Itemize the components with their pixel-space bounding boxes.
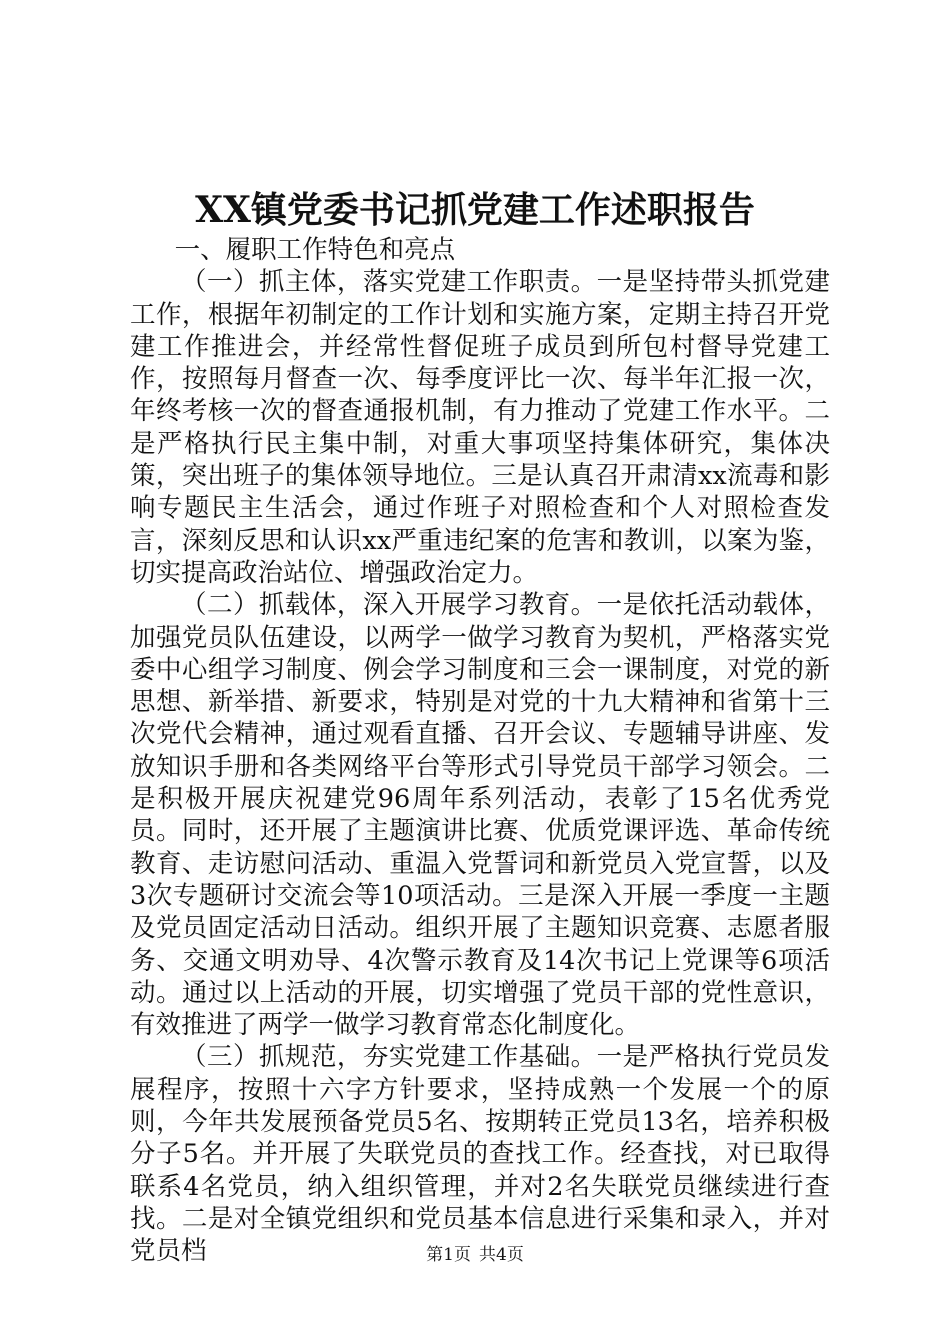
page-number: 第1页	[426, 1245, 471, 1265]
section-heading: 一、履职工作特色和亮点	[174, 235, 456, 265]
paragraph-2: （二）抓载体，深入开展学习教育。一是依托活动载体，加强党员队伍建设，以两学一做学习教育为契机，严格落实党委中心组学习制度、例会学习制度和三会一课制度，对党的新思想、新举措、新要求，特别是对党的十九大精神和省第十三次党代会精神，通过观看直播、召开会议、专题辅导讲座、发放知识手册和各类网络平台等形式引导党员干部学习领会。二是积极开展庆祝建党96周年系列活动，表彰了15名优秀党员。同时，还开展了主题演讲比赛、优质党课评选、革命传统教育、走访慰问活动、重温入党誓词和新党员入党宣誓，以及3次专题研讨交流会等10项活动。三是深入开展一季度一主题及党员固定活动日活动。组织开展了主题知识竞赛、志愿者服务、交通文明劝导、4次警示教育及14次书记上党课等6项活动。通过以上活动的开展，切实增强了党员干部的党性意识，有效推进了两学一做学习教育常态化制度化。	[130, 590, 830, 1041]
page-footer	[0, 1244, 950, 1266]
paragraph-1: （一）抓主体，落实党建工作职责。一是坚持带头抓党建工作，根据年初制定的工作计划和实施方案，定期主持召开党建工作推进会，并经常性督促班子成员到所包村督导党建工作，按照每月督查一次、每季度评比一次、每半年汇报一次，年终考核一次的督查通报机制，有力推动了党建工作水平。二是严格执行民主集中制，对重大事项坚持集体研究，集体决策，突出班子的集体领导地位。三是认真召开肃清xx流毒和影响专题民主生活会，通过作班子对照检查和个人对照检查发言，深刻反思和认识xx严重违纪案的危害和教训，以案为鉴，切实提高政治站位、增强政治定力。	[130, 267, 830, 588]
page-total: 共4页	[479, 1245, 524, 1265]
document-body	[130, 234, 830, 1268]
paragraph-3: （三）抓规范，夯实党建工作基础。一是严格执行党员发展程序，按照十六字方针要求，坚持成熟一个发展一个的原则，今年共发展预备党员5名、按期转正党员13名，培养积极分子5名。并开展了失联党员的查找工作。经查找，对已取得联系4名党员，纳入组织管理，并对2名失联党员继续进行查找。二是对全镇党组织和党员基本信息进行采集和录入，并对党员档	[130, 1042, 830, 1267]
document-title: XX镇党委书记抓党建工作述职报告	[195, 189, 755, 231]
